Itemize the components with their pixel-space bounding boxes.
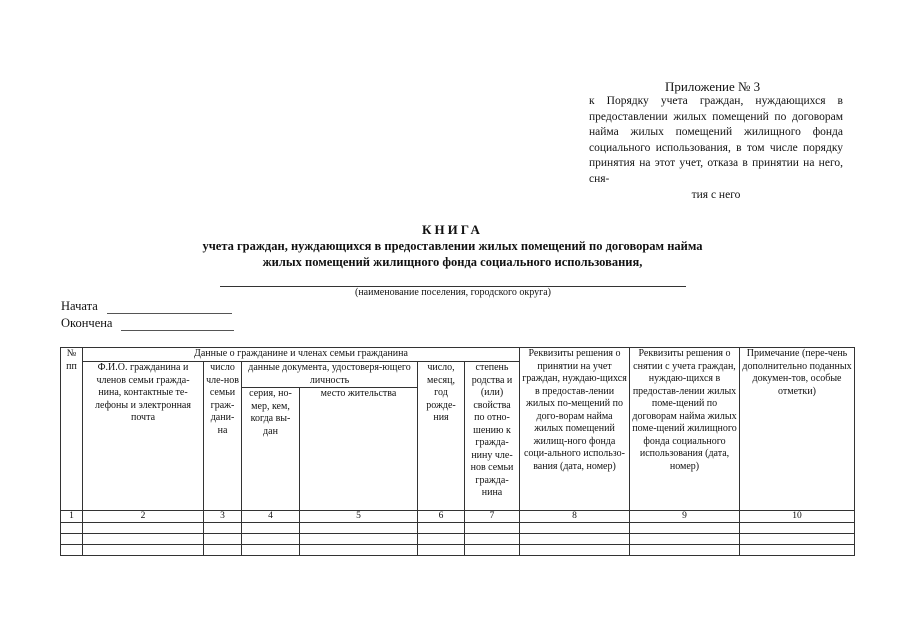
table-cell bbox=[204, 534, 242, 545]
table-cell bbox=[520, 534, 630, 545]
header-note: Примечание (пере-чень дополнительно поданных докумен-тов, особые отметки) bbox=[740, 348, 855, 511]
table-cell bbox=[630, 523, 740, 534]
table-cell bbox=[61, 523, 83, 534]
column-number-row bbox=[61, 511, 855, 523]
column-number: 1 bbox=[61, 511, 83, 523]
column-number: 9 bbox=[630, 511, 740, 523]
table-cell bbox=[61, 534, 83, 545]
ended-label: Окончена bbox=[61, 316, 113, 330]
header-citizen-group: Данные о гражданине и членах семьи гражданина bbox=[83, 348, 520, 362]
header-doc-series: серия, но-мер, кем, когда вы-дан bbox=[242, 388, 300, 511]
table-cell bbox=[465, 523, 520, 534]
book-subtitle bbox=[140, 238, 765, 270]
header-residence: место жительства bbox=[300, 388, 418, 511]
header-fio: Ф.И.О. гражданина и членов семьи гражда-нина, контактные те-лефоны и электронная почта bbox=[83, 362, 204, 511]
header-family-count: число чле-нов семьи граж-дани-на bbox=[204, 362, 242, 511]
appendix-text-last: тия с него bbox=[691, 188, 741, 201]
table-cell bbox=[204, 545, 242, 556]
table-cell bbox=[740, 545, 855, 556]
started-line bbox=[107, 313, 232, 314]
table-cell bbox=[740, 534, 855, 545]
header-row-1 bbox=[61, 348, 855, 362]
appendix-text-body: к Порядку учета граждан, нуждающихся в предоставлении жилых помещений по договорам найма жилых помещений жилищного фонда социального использования, в том числе порядку принятия на этот учет, отказа в принятии на него, сня- bbox=[589, 95, 843, 185]
table-cell bbox=[630, 545, 740, 556]
header-birth-date: число, месяц, год рожде-ния bbox=[418, 362, 465, 511]
table-cell bbox=[61, 545, 83, 556]
table-cell bbox=[300, 545, 418, 556]
table-cell bbox=[740, 523, 855, 534]
table-cell bbox=[520, 545, 630, 556]
table-cell bbox=[300, 534, 418, 545]
register-table bbox=[60, 347, 855, 556]
column-number: 5 bbox=[300, 511, 418, 523]
column-number: 8 bbox=[520, 511, 630, 523]
column-number: 2 bbox=[83, 511, 204, 523]
column-number: 7 bbox=[465, 511, 520, 523]
table-cell bbox=[242, 534, 300, 545]
table-cell bbox=[418, 545, 465, 556]
ended-line bbox=[121, 330, 234, 331]
settlement-name-caption: (наименование поселения, городского округа) bbox=[355, 287, 551, 298]
table-cell bbox=[83, 534, 204, 545]
table-cell bbox=[83, 523, 204, 534]
appendix-text bbox=[589, 94, 843, 203]
header-decision-remove: Реквизиты решения о снятии с учета граждан, нуждаю-щихся в предостав-лении жилых поме-щений по договорам найма жилых поме-щений жилищного фонда социального использования (дата, номер) bbox=[630, 348, 740, 511]
header-decision-accept: Реквизиты решения о принятии на учет граждан, нуждаю-щихся в предостав-лении жилых по-мещений по дого-ворам найма жилых помещений жилищ-ного фонда соци-ального использо-вания (дата, номер) bbox=[520, 348, 630, 511]
book-subtitle-line-2: жилых помещений жилищного фонда социального использования, bbox=[262, 255, 643, 269]
header-kinship: степень родства и (или) свойства по отно-шению к гражда-нину чле-нов семьи гражда-нина bbox=[465, 362, 520, 511]
book-title: КНИГА bbox=[422, 222, 483, 237]
book-subtitle-line-1: учета граждан, нуждающихся в предоставлении жилых помещений по договорам найма bbox=[202, 239, 703, 253]
table-cell bbox=[204, 523, 242, 534]
table-row bbox=[61, 534, 855, 545]
table-cell bbox=[242, 523, 300, 534]
table-cell bbox=[465, 534, 520, 545]
column-number: 4 bbox=[242, 511, 300, 523]
table-row bbox=[61, 545, 855, 556]
table-cell bbox=[465, 545, 520, 556]
header-doc-group: данные документа, удостоверя-ющего личность bbox=[242, 362, 418, 388]
table-cell bbox=[520, 523, 630, 534]
table-cell bbox=[83, 545, 204, 556]
appendix-title: Приложение № 3 bbox=[665, 79, 761, 94]
table-cell bbox=[418, 534, 465, 545]
table-cell bbox=[242, 545, 300, 556]
column-number: 3 bbox=[204, 511, 242, 523]
table-row bbox=[61, 523, 855, 534]
table-cell bbox=[418, 523, 465, 534]
column-number: 10 bbox=[740, 511, 855, 523]
table-cell bbox=[300, 523, 418, 534]
column-number: 6 bbox=[418, 511, 465, 523]
header-num: № пп bbox=[61, 348, 83, 511]
started-label: Начата bbox=[61, 299, 98, 313]
table-cell bbox=[630, 534, 740, 545]
